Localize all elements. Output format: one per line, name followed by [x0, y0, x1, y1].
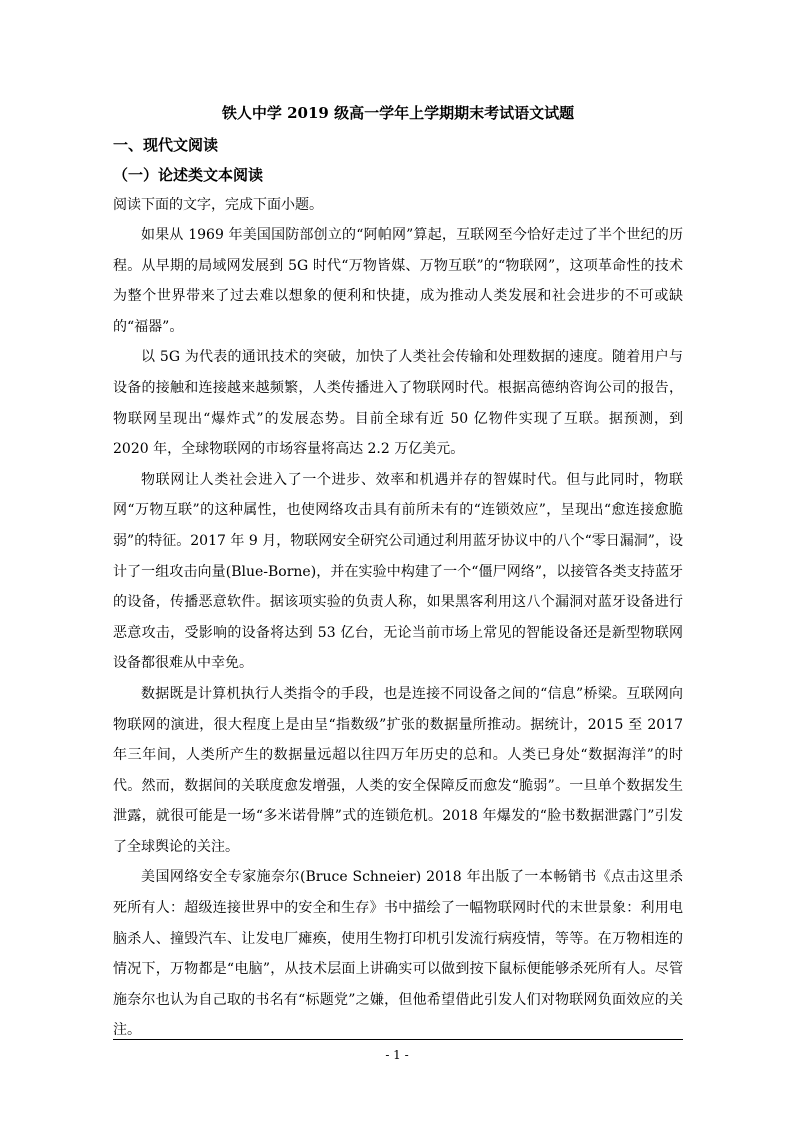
- page-number: - 1 -: [385, 1048, 409, 1062]
- paragraph-2: 以 5G 为代表的通讯技术的突破，加快了人类社会传输和处理数据的速度。随着用户与设备的接触和连接越来越频繁，人类传播进入了物联网时代。根据高德纳咨询公司的报告，物联网呈现出“爆炸式”的发展态势。目前全球有近 50 亿物件实现了互联。据预测，到 2020 年，全球物联网的市场容量将高达 2.2 万亿美元。: [113, 349, 683, 458]
- paragraph-4: 数据既是计算机执行人类指令的手段，也是连接不同设备之间的“信息”桥梁。互联网向物联网的演进，很大程度上是由呈“指数级”扩张的数据量所推动。据统计，2015 至 2017 年三年间，人类所产生的数据量远超以往四万年历史的总和。人类已身处“数据海洋”的时代。然而，数据间的关联度愈发增强，人类的安全保障反而愈发“脆弱”。一旦单个数据发生泄露，就很可能是一场“多米诺骨牌”式的连锁危机。2018 年爆发的“脸书数据泄露门”引发了全球舆论的关注。: [113, 685, 683, 855]
- document-title: 铁人中学 2019 级高一学年上学期期末考试语文试题: [221, 104, 575, 122]
- paragraph-5: 美国网络安全专家施奈尔(Bruce Schneier) 2018 年出版了一本畅销书《点击这里杀死所有人：超级连接世界中的安全和生存》书中描绘了一幅物联网时代的末世景象：利用电脑杀人、撞毁汽车、让发电厂瘫痪，使用生物打印机引发流行病疫情，等等。在万物相连的情况下，万物都是“电脑”，从技术层面上讲确实可以做到按下鼠标便能够杀死所有人。尽管施奈尔也认为自己取的书名有“标题党”之嫌，但他希望借此引发人们对物联网负面效应的关注。: [113, 869, 683, 1039]
- footer-divider: [113, 1039, 683, 1040]
- reading-instruction: 阅读下面的文字，完成下面小题。: [113, 197, 323, 213]
- paragraph-3: 物联网让人类社会进入了一个进步、效率和机遇并存的智媒时代。但与此同时，物联网“万物互联”的这种属性，也使网络攻击具有前所未有的“连锁效应”，呈现出“愈连接愈脆弱”的特征。2017 年 9 月，物联网安全研究公司通过利用蓝牙协议中的八个“零日漏洞”，设计了一组攻击向量(Blue-Borne)，并在实验中构建了一个“僵尸网络”，以接管各类支持蓝牙的设备，传播恶意软件。据该项实验的负责人称，如果黑客利用这八个漏洞对蓝牙设备进行恶意攻击，受影响的设备将达到 53 亿台，无论当前市场上常见的智能设备还是新型物联网设备都很难从中幸免。: [113, 471, 683, 672]
- section-heading: 一、现代文阅读: [113, 136, 219, 154]
- subsection-heading: （一）论述类文本阅读: [113, 166, 264, 184]
- paragraph-1: 如果从 1969 年美国国防部创立的“阿帕网”算起，互联网至今恰好走过了半个世纪的历程。从早期的局域网发展到 5G 时代“万物皆媒、万物互联”的“物联网”，这项革命性的技术为整个世界带来了过去难以想象的便利和快捷，成为推动人类发展和社会进步的不可或缺的“福器”。: [113, 227, 683, 335]
- document-body: [113, 98, 683, 1046]
